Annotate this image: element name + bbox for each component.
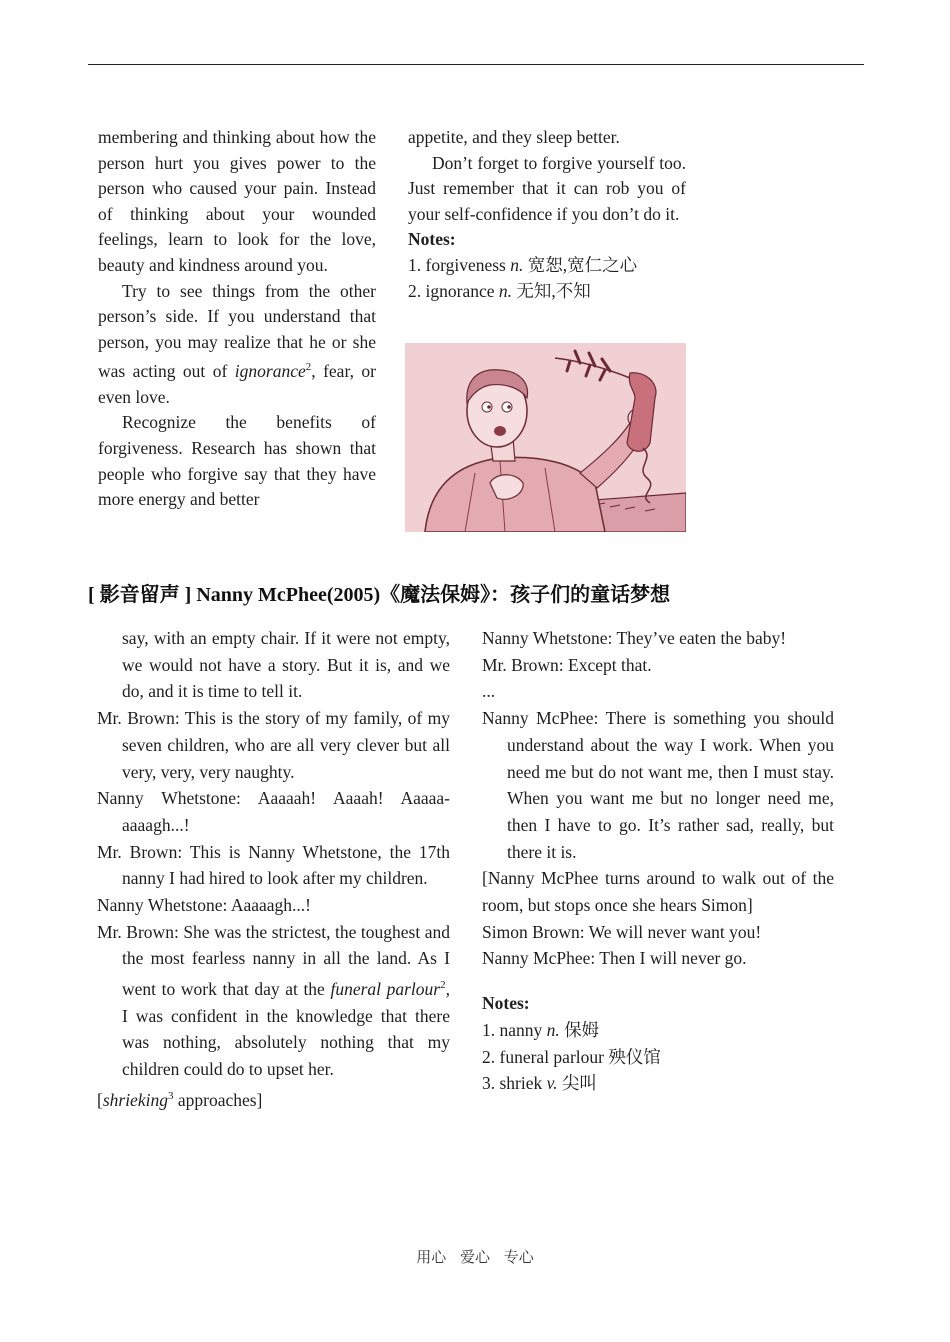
note-item: 2. ignorance n. 无知,不知 (408, 280, 591, 301)
forgiveness-illustration (405, 343, 686, 532)
dialog-line: Nanny Whetstone: They’ve eaten the baby! (482, 628, 787, 648)
dialog-line: Mr. Brown: She was the strictest, the toughest and the most fearless nanny in all the land. As I went to work that day at the funeral parlour$^2$, I was confident in the knowledge that there was nothing, absolutely nothing that my children could do to upset her. (97, 921, 450, 1080)
dialog-line: say, with an empty chair. If it were not empty, we would not have a story. But it is, and we do, and it is time to tell it. (122, 628, 450, 702)
top-right-column (408, 125, 686, 304)
note-item: 3. shriek v. 尖叫 (482, 1073, 597, 1094)
dialog-line: Mr. Brown: This is the story of my family, of my seven children, who are all very clever but all very, very, very naughty. (97, 708, 450, 782)
dialog-line: ... (482, 681, 496, 702)
dialog-line: [Nanny McPhee turns around to walk out of the room, but stops once she hears Simon] (482, 868, 834, 916)
notes-heading: Notes: (482, 993, 530, 1014)
page-footer: 用心 爱心 专心 (416, 1250, 534, 1266)
dialog-line: [shrieking$^3$ approaches] (97, 1089, 263, 1110)
dialog-line: Mr. Brown: Except that. (482, 654, 652, 675)
dialog-line: Mr. Brown: This is Nanny Whetstone, the 17th nanny I had hired to look after my children. (97, 841, 450, 889)
header-rule (88, 64, 864, 65)
dialog-left-column (97, 625, 450, 1113)
note-item: 1. forgiveness n. 宽恕,宽仁之心 (408, 254, 638, 275)
dialog-line: Simon Brown: We will never want you! (482, 921, 762, 942)
section-heading: [ 影音留声 ] Nanny McPhee(2005)《魔法保姆》：孩子们的童话梦想 (88, 584, 671, 606)
dialog-right-column (482, 625, 834, 1097)
notes-heading: Notes: (408, 229, 456, 250)
paragraph: appetite, and they sleep better. (408, 127, 620, 147)
dialog-line: Nanny McPhee: Then I will never go. (482, 948, 747, 969)
paragraph: membering and thinking about how the person hurt you gives power to the person who caused your pain. Instead of thinking about your wounded feelings, learn to look for the love, beauty and kindness around you. (98, 127, 376, 275)
dialog-line: Nanny McPhee: There is something you should understand about the way I work. When you need me but do not want me, then I must stay. When you want me but no longer need me, then I have to go. It’s rather sad, really, but there it is. (482, 708, 834, 862)
paragraph: Recognize the benefits of forgiveness. Research has shown that people who forgive say that they have more energy and better (98, 412, 376, 510)
dialog-line: Nanny Whetstone: Aaaaagh...! (97, 895, 311, 916)
dialog-line: Nanny Whetstone: Aaaaah! Aaaah! Aaaaa-aaaagh...! (97, 788, 450, 835)
paragraph: Try to see things from the other person’s side. If you understand that person, you may realize that he or she was acting out of ignorance$^2$, fear, or even love. (98, 280, 376, 407)
note-item: 2. funeral parlour 殃仪馆 (482, 1046, 661, 1067)
paragraph: Don’t forget to forgive yourself too. Just remember that it can rob you of your self-confidence if you don’t do it. (408, 152, 686, 224)
note-item: 1. nanny n. 保姆 (482, 1019, 600, 1040)
top-left-column (98, 125, 376, 513)
